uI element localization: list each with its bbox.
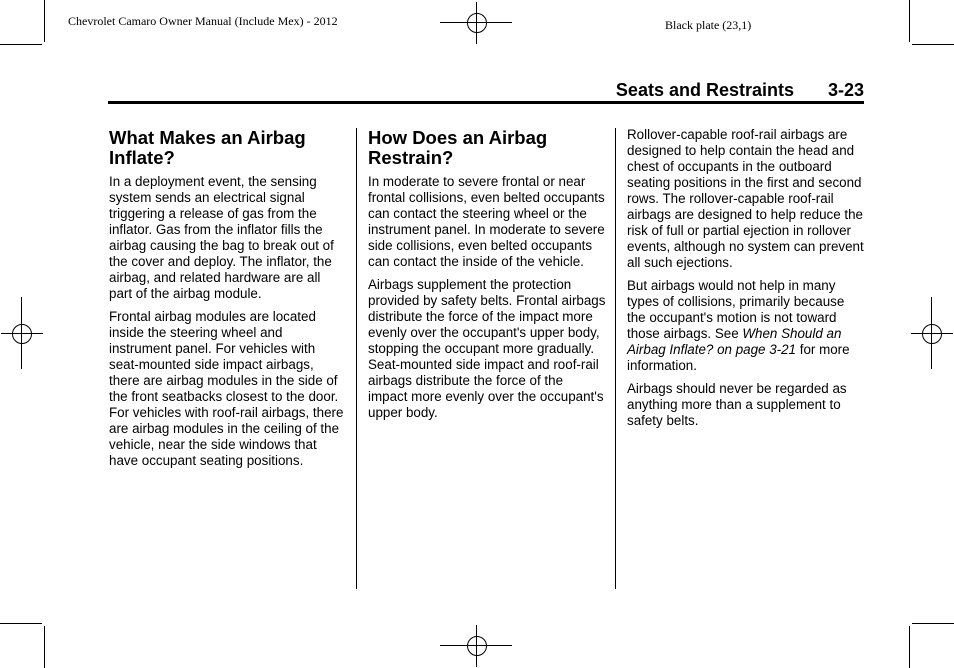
crop-mark-top-right-v — [909, 0, 910, 42]
crop-mark-bottom-left-h — [0, 623, 42, 624]
crossref-link[interactable]: When Should an Airbag Inflate? on page 3-21 — [627, 326, 842, 357]
plate-label: Black plate (23,1) — [665, 18, 752, 32]
registration-bar-top — [440, 22, 512, 23]
registration-mark-right — [911, 313, 953, 355]
crossref-text-before: But airbags would not help in many types of collisions, primarily because the occupant's motion is not toward those airbags. See — [627, 278, 845, 341]
crossref-paragraph — [627, 278, 865, 374]
column-2 — [368, 128, 606, 428]
crop-mark-bottom-right-h — [912, 623, 954, 624]
crop-mark-top-right-h — [912, 44, 954, 45]
paragraph: Rollover-capable roof-rail airbags are designed to help contain the head and chest of occupants in the outboard seating positions in the first and second rows. The rollover-capable roof-rail airbags are designed to help reduce the risk of full or partial ejection in rollover events, although no system can prevent all such ejections. — [627, 127, 864, 270]
crop-mark-top-left-h — [0, 44, 42, 45]
registration-bar-bottom — [440, 645, 512, 646]
crop-mark-bottom-left-v — [44, 626, 45, 668]
heading-what-makes-airbag-inflate: What Makes an Airbag Inflate? — [109, 127, 306, 168]
paragraph: Airbags supplement the protection provided by safety belts. Frontal airbags distribute the force of the impact more evenly over the occupant's upper body, stopping the occupant more gradually. Seat-mounted side impact and roof-rail airbags distribute the force of the impact more evenly over the occupant's upper body. — [368, 277, 606, 420]
paragraph: In a deployment event, the sensing system sends an electrical signal triggering a release of gas from the inflator. Gas from the inflator fills the airbag causing the bag to break out of the cover and deploy. The inflator, the airbag, and related hardware are all part of the airbag module. — [109, 174, 334, 301]
book-title: Chevrolet Camaro Owner Manual (Include Mex) - 2012 — [68, 14, 338, 28]
crop-mark-top-left-v — [44, 0, 45, 42]
paragraph: Frontal airbag modules are located inside the steering wheel and instrument panel. For vehicles with seat-mounted side impact airbags, there are airbag modules in the side of the front seatbacks closest to the door. For vehicles with roof-rail airbags, there are airbag modules in the ceiling of the vehicle, near the side windows that have occupant seating positions. — [109, 309, 344, 468]
crossref-text-after: for more information. — [627, 342, 850, 373]
paragraph: Airbags should never be regarded as anything more than a supplement to safety belts. — [627, 381, 847, 428]
page-number: 3-23 — [827, 80, 864, 100]
registration-mark-bottom — [456, 625, 498, 667]
crop-mark-bottom-right-v — [909, 626, 910, 668]
header-rule — [108, 101, 864, 104]
registration-mark-left — [1, 313, 43, 355]
column-3 — [627, 127, 865, 436]
paragraph: In moderate to severe frontal or near frontal collisions, even belted occupants can contact the steering wheel or the instrument panel. In moderate to severe side collisions, even belted occupants can contact the inside of the vehicle. — [368, 174, 605, 269]
column-1 — [109, 128, 347, 476]
registration-bar-left — [21, 297, 22, 369]
column-divider-2 — [615, 128, 616, 589]
registration-mark-top — [456, 2, 498, 44]
running-header — [108, 80, 864, 102]
column-divider-1 — [356, 128, 357, 589]
section-title: Seats and Restraints — [615, 80, 794, 100]
registration-bar-right — [931, 297, 932, 369]
heading-how-does-airbag-restrain: How Does an Airbag Restrain? — [368, 127, 548, 168]
